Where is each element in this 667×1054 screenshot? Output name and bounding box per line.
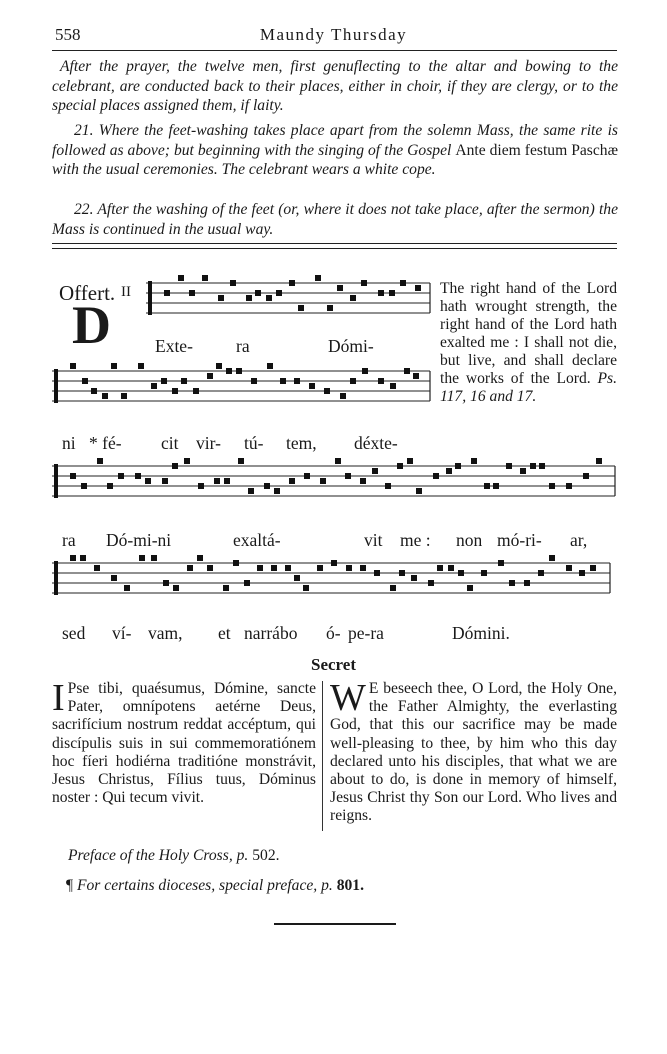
neume (181, 378, 187, 384)
neume (458, 570, 464, 576)
neume (524, 580, 530, 586)
translation-text: The right hand of the Lord hath wrought strength, the right hand of the Lord hath exalted me : I shall not die, but live, and shall declare the works of the Lord. (440, 280, 617, 387)
neume (446, 468, 452, 474)
neume (538, 570, 544, 576)
neume (372, 468, 378, 474)
neume (145, 478, 151, 484)
neume (81, 483, 87, 489)
rubric-paragraph: After the prayer, the twelve men, first genuflecting to the altar and bowing to the celebrant, are conducted back to their places, either in choir, if they are clergy, or to the special places assigned them, if laity. (52, 58, 618, 114)
neume (304, 473, 310, 479)
neume (317, 565, 323, 571)
neume (70, 473, 76, 479)
neume (378, 378, 384, 384)
lyric-syllable: Exte- (155, 336, 193, 356)
neume (455, 463, 461, 469)
neume (390, 585, 396, 591)
neume (315, 275, 321, 281)
neume (506, 463, 512, 469)
neume (255, 290, 261, 296)
secret-english (330, 677, 617, 826)
neume (389, 290, 395, 296)
neume (400, 280, 406, 286)
neume (407, 458, 413, 464)
neume (437, 565, 443, 571)
neume (413, 373, 419, 379)
neume (340, 393, 346, 399)
neume (202, 275, 208, 281)
neume (337, 285, 343, 291)
neume (91, 388, 97, 394)
page-number: 558 (55, 25, 81, 44)
neume (294, 378, 300, 384)
lyric-syllable: cit (161, 433, 179, 453)
neume (320, 478, 326, 484)
neume (331, 560, 337, 566)
neume (172, 388, 178, 394)
chant-initial: D (72, 295, 111, 355)
neume (566, 565, 572, 571)
neume (118, 473, 124, 479)
neume (385, 483, 391, 489)
lyric-syllable: déxte- (354, 433, 398, 453)
neume (111, 363, 117, 369)
offertory-label: Offert. (59, 281, 116, 305)
lyric-syllable: ra (62, 530, 76, 550)
neume (121, 393, 127, 399)
neume (184, 458, 190, 464)
neume (378, 290, 384, 296)
preface-page: 502. (252, 847, 280, 864)
neume (324, 388, 330, 394)
neume (596, 458, 602, 464)
neume (309, 383, 315, 389)
rubric-text: with the usual ceremonies. The celebrant wears a white cope. (52, 161, 436, 178)
lyric-syllable: tú- (244, 433, 264, 453)
neume (271, 565, 277, 571)
neume (223, 585, 229, 591)
clef-mark (148, 281, 152, 315)
secret-latin (52, 677, 316, 807)
neume (162, 478, 168, 484)
neume (374, 570, 380, 576)
neume (244, 580, 250, 586)
neume (416, 488, 422, 494)
neume (257, 565, 263, 571)
neume (579, 570, 585, 576)
neume (189, 290, 195, 296)
neume (173, 585, 179, 591)
secret-heading: Secret (311, 655, 356, 674)
lyric-syllable: mó-ri- (497, 530, 542, 550)
neume (226, 368, 232, 374)
neume (335, 458, 341, 464)
lyric-syllable: * fé- (89, 433, 122, 453)
mode-number: II (121, 284, 131, 300)
neume (549, 555, 555, 561)
lyric-syllable: Dó-mi-ni (106, 530, 172, 550)
column-divider (322, 681, 323, 831)
neume (82, 378, 88, 384)
neume (583, 473, 589, 479)
neume (151, 383, 157, 389)
lyric-syllable: exaltá- (233, 530, 281, 550)
latin-drop-initial: I (52, 677, 65, 719)
neume (267, 363, 273, 369)
neume (218, 295, 224, 301)
lyric-syllable: Dómini. (452, 623, 510, 643)
neume (139, 555, 145, 561)
preface-note (68, 847, 280, 865)
rubric-paragraph-22: 22. After the washing of the feet (or, where it does not take place, after the sermon) the Mass is continued in the usual way. (52, 201, 618, 238)
neume (350, 295, 356, 301)
neume (248, 488, 254, 494)
neume (493, 483, 499, 489)
neume (193, 388, 199, 394)
gospel-incipit: Ante diem festum Paschæ (455, 141, 618, 159)
lyric-syllable: tem, (286, 433, 317, 453)
neume (362, 368, 368, 374)
lyric-syllable: ó- (326, 623, 341, 643)
neume (298, 305, 304, 311)
lyric-syllable: et (218, 623, 231, 643)
english-text: E beseech thee, O Lord, the Holy One, the Father Almighty, the everlasting God, that this our sacrifice may be made well-pleasing to thee, by him who this day declared unto his disciples, that what we are about to do, is done in memory of himself, Jesus Christ thy Son our Lord. Who lives and reigns. (330, 680, 617, 825)
neume (102, 393, 108, 399)
neume (484, 483, 490, 489)
neume (224, 478, 230, 484)
lyric-syllable: non (456, 530, 483, 550)
neume (345, 473, 351, 479)
neume (163, 580, 169, 586)
neume (411, 575, 417, 581)
neume (230, 280, 236, 286)
neume (107, 483, 113, 489)
neume (289, 280, 295, 286)
page-title: Maundy Thursday (259, 25, 408, 44)
rubric-text: 21. Where the feet-washing takes place apart from the solemn Mass, the same rite is followed as above; but beginning with the singing of the Gospel (52, 122, 618, 159)
neume (207, 565, 213, 571)
neume (236, 368, 242, 374)
neume (172, 463, 178, 469)
neume (246, 295, 252, 301)
neume (124, 585, 130, 591)
neume (233, 560, 239, 566)
neume (161, 378, 167, 384)
neume (590, 565, 596, 571)
neume (509, 580, 515, 586)
lyric-syllable: pe-ra (348, 623, 384, 643)
neume (70, 555, 76, 561)
neume (264, 483, 270, 489)
lyric-syllable: vit (364, 530, 383, 550)
neume (70, 363, 76, 369)
neume (276, 290, 282, 296)
neume (97, 458, 103, 464)
neume (390, 383, 396, 389)
neume (216, 363, 222, 369)
neume (361, 280, 367, 286)
lyric-syllable: ar, (570, 530, 588, 550)
neume (138, 363, 144, 369)
neume (238, 458, 244, 464)
neume (274, 488, 280, 494)
lyric-syllable: vam, (148, 623, 183, 643)
neume (549, 483, 555, 489)
clef-mark (54, 464, 58, 498)
lyric-syllable: narrábo (244, 623, 298, 643)
special-page: 801. (336, 877, 364, 894)
neume (399, 570, 405, 576)
neume (397, 463, 403, 469)
neume (164, 290, 170, 296)
neume (346, 565, 352, 571)
english-drop-initial: W (330, 677, 366, 719)
lyric-syllable: vir- (196, 433, 221, 453)
neume (360, 565, 366, 571)
neume (289, 478, 295, 484)
neume (285, 565, 291, 571)
neume (433, 473, 439, 479)
preface-text: Preface of the Holy Cross, p. (68, 847, 249, 864)
lyric-syllable: me : (400, 530, 431, 550)
neume (294, 575, 300, 581)
neume (135, 473, 141, 479)
lyric-syllable: ra (236, 336, 250, 356)
neume (481, 570, 487, 576)
neume (566, 483, 572, 489)
neume (251, 378, 257, 384)
lyric-syllable: ví- (112, 623, 132, 643)
neume (415, 285, 421, 291)
neume (467, 585, 473, 591)
clef-mark (54, 369, 58, 403)
neume (448, 565, 454, 571)
neume (360, 478, 366, 484)
neume (520, 468, 526, 474)
neume (530, 463, 536, 469)
neume (404, 368, 410, 374)
latin-text: Pse tibi, quaésumus, Dómine, sancte Pater, omnípotens aetérne Deus, sacrifícium nostrum reddat accéptum, qui discípulis suis in sui commemoratiónem hoc fíeri hodiérna traditióne monstrávit, Jesus Christus, Fílius tuus, Dóminus noster : Qui tecum vivit. (52, 680, 316, 807)
neume (187, 565, 193, 571)
neume (80, 555, 86, 561)
neume (94, 565, 100, 571)
special-preface-note (66, 877, 364, 895)
neume (266, 295, 272, 301)
neume (280, 378, 286, 384)
clef-mark (54, 561, 58, 595)
neume (539, 463, 545, 469)
neume (151, 555, 157, 561)
neume (197, 555, 203, 561)
neume (327, 305, 333, 311)
neume (111, 575, 117, 581)
neume (471, 458, 477, 464)
neume (178, 275, 184, 281)
special-text: For certains dioceses, special preface, p. (76, 877, 333, 894)
psalm-reference: Ps. 117, 16 and 17. (440, 370, 618, 405)
neume (303, 585, 309, 591)
lyric-syllable: sed (62, 623, 86, 643)
neume (207, 373, 213, 379)
lyric-syllable: ni (62, 433, 76, 453)
neume (198, 483, 204, 489)
neume (350, 378, 356, 384)
neume (214, 478, 220, 484)
lyric-syllable: Dómi- (328, 336, 374, 356)
paragraph-mark: ¶ (66, 877, 74, 894)
closing-rule (274, 923, 396, 925)
neume (498, 560, 504, 566)
neume (428, 580, 434, 586)
